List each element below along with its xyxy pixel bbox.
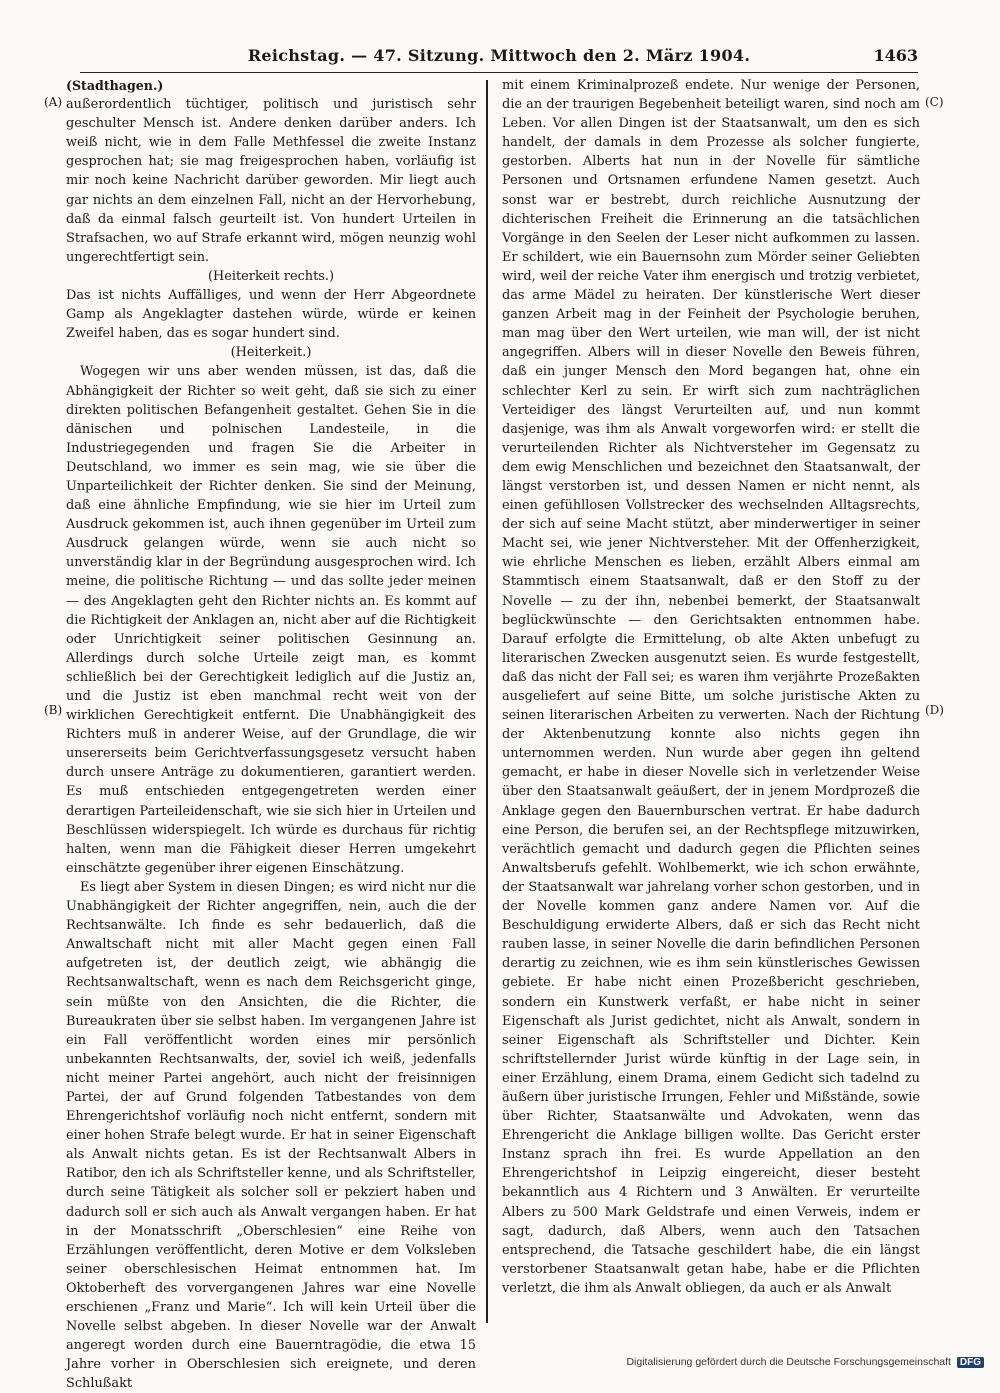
column-divider bbox=[486, 80, 488, 1323]
margin-letter-b: (B) bbox=[44, 703, 63, 717]
margin-letter-d: (D) bbox=[925, 703, 944, 717]
left-column bbox=[66, 76, 476, 1393]
margin-letter-c: (C) bbox=[925, 95, 944, 109]
speaker-name: (Stadthagen.) bbox=[66, 78, 164, 93]
running-title: Reichstag. — 47. Sitzung. Mittwoch den 2. März 1904. bbox=[247, 46, 751, 65]
page-header bbox=[80, 46, 918, 73]
margin-letter-a: (A) bbox=[44, 95, 63, 109]
right-column bbox=[502, 76, 920, 1298]
page-number: 1463 bbox=[873, 46, 918, 65]
funding-note: Digitalisierung gefördert durch die Deutsche Forschungsgemeinschaft bbox=[626, 1356, 951, 1368]
paragraph: außerordentlich tüchtiger, politisch und juristisch sehr geschulter Mensch ist. Andere denken darüber anders. Ich weiß nicht, wie in dem Falle Methfessel die zweite Instanz gesprochen hat; sie mag freigesprochen haben, vorläufig ist mir noch keine Nachricht darüber geworden. Mir liegt auch gar nichts an dem einzelnen Fall, nicht an der Hervorhebung, daß da einmal falsch geurteilt ist. Von hundert Urteilen in Strafsachen, wo auf Strafe erkannt wird, mögen neunzig wohl ungerechtfertigt sein. bbox=[66, 97, 476, 265]
paragraph: mit einem Kriminalprozeß endete. Nur wenige der Personen, die an der traurigen Begebenheit beteiligt waren, sind noch am Leben. Vor allen Dingen ist der Staatsanwalt, um den es sich handelt, der damals in dem Prozesse als solcher fungierte, gestorben. Alberts hat nun in der Novelle für sämtliche Personen und Ortsnamen erfundene Namen gesetzt. Auch sonst war er bestrebt, durch reichliche Ausnutzung der dichterischen Freiheit die Erinnerung an die tatsächlichen Vorgänge in den Seelen der Leser nicht aufkommen zu lassen. Er schildert, wie ein Bauernsohn zum Mörder seiner Geliebten wird, weil der reiche Vater ihm energisch und trotzig verbietet, das arme Mädel zu heiraten. Der künstlerische Wert dieser ganzen Arbeit mag in der Feinheit der Psychologie beruhen, man mag über den Wert urteilen, wie man will, der ist nicht angegriffen. Albers will in dieser Novelle den Beweis führen, daß ein junger Mensch den Mord begangen hat, ohne ein schlechter Kerl zu sein. Er wirft sich zum nachträglichen Verteidiger des längst Verurteilten auf, und nun kommt dasjenige, was ihm als Anwalt vorgeworfen wird: er stellt die verurteilenden Richter als Nichtversteher im Gegensatz zu dem ewig Menschlichen und bezeichnet den Staatsanwalt, der längst verstorben ist, und dessen Namen er nicht nennt, als einen gefühllosen Vollstrecker des wechselnden Alltagsrechts, der sich auf seine Macht stützt, aber minderwertiger in seiner Macht sei, wie jener Nichtversteher. Mit der Offenherzigkeit, wie ehrliche Menschen es lieben, erzählt Albers einmal am Stammtisch einem Staatsanwalt, daß er den Stoff zu der Novelle — zu der ihn, nebenbei bemerkt, der Staatsanwalt beglückwünschte — den Gerichtsakten entnommen habe. Darauf erfolgte die Ermittelung, ob alte Akten unbefugt zu literarischen Zwecken ausgenutzt seien. Es wurde festgestellt, daß das nicht der Fall sei; es waren ihm verjährte Prozeßakten ausgeliefert auf seine Bitte, um solche juristische Akten zu seinen literarischen Arbeiten zu verwerten. Nach der Richtung der Aktenbenutzung konnte also nichts gegen ihn unternommen werden. Nun wurde aber gegen ihn geltend gemacht, er habe in dieser Novelle sich in verletzender Weise über den Staatsanwalt geäußert, der in jenem Mordprozeß die Anklage gegen den Bauernburschen vertrat. Er habe dadurch eine Person, die berufen sei, an der Rechtspflege mitzuwirken, verächtlich gemacht und dadurch gegen die Pflichten seines Anwaltsberufs gefehlt. Wohlbemerkt, wie ich schon erwähnte, der Staatsanwalt war jahrelang vorher schon gestorben, und in der Novelle kommen ganz andere Namen vor. Auf die Beschuldigung erwiderte Albers, daß er sich das Recht nicht rauben lasse, in seiner Novelle die darin befindlichen Personen derartig zu zeichnen, wie es ihm sein künstlerisches Gewissen gebiete. Er habe nicht einen Prozeßbericht geschrieben, sondern ein Kunstwerk verfaßt, er habe nicht in seiner Eigenschaft als Jurist gedichtet, nicht als Anwalt, sondern in seiner Eigenschaft als Schriftsteller und Dichter. Kein schriftstellernder Jurist würde künftig in der Lage sein, in einer Erzählung, einem Drama, einem Gedicht sich tadelnd zu äußern über juristische Irrungen, Fehler und Mißstände, sowie über Richter, Staatsanwälte und Advokaten, wenn das Ehrengericht die Anklage billigen wollte. Das Gericht erster Instanz sprach ihn frei. Es wurde Appellation an den Ehrengerichtshof in Leipzig eingereicht, dieser besteht bekanntlich aus 4 Richtern und 3 Anwälten. Er verurteilte Albers zu 500 Mark Geldstrafe und einen Verweis, indem er sagt, dadurch, daß Albers, wenn auch den Tatsachen entsprechend, die Tatsache geschildert habe, die ein längst verstorbener Staatsanwalt getan habe, habe er die Pflichten verletzt, die ihm als Anwalt obliegen, da auch er als Anwalt bbox=[502, 78, 920, 1296]
paragraph: Wogegen wir uns aber wenden müssen, ist das, daß die Abhängigkeit der Richter so weit geht, daß sie sich zu einer direkten politischen Befangenheit gestaltet. Gehen Sie in die dänischen und polnischen Landesteile, in die Industriegegenden und fragen Sie die Arbeiter in Deutschland, wo immer es sein mag, wie sie über die Unparteilichkeit der Richter denken. Sie sind der Meinung, daß eine ähnliche Empfindung, wie sie hier im Urteil zum Ausdruck gekommen ist, auch ihnen gegenüber im Urteil zum Ausdruck gelangen würde, wenn sie auch nicht so unverständig klar in der Begründung ausgesprochen wird. Ich meine, die politische Richtung — und das sollte jeder meinen — des Angeklagten geht den Richter nichts an. Es kommt auf die Richtigkeit der Anklagen an, nicht aber auf die Richtigkeit oder Unrichtigkeit seiner politischen Gesinnung an. Allerdings durch solche Urteile zeigt man, es kommt schließlich bei der Gerechtigkeit lediglich auf die Justiz an, und die Justiz ist eben manchmal recht weit von der wirklichen Gerechtigkeit entfernt. Die Unabhängigkeit des Richters muß in anderer Weise, auf der Grundlage, die wir unsererseits beim Gerichtverfassungsgesetz versucht haben durch unsere Anträge zu dokumentieren, garantiert werden. Es muß entschieden entgegengetreten werden einer derartigen Parteileidenschaft, wie sie sich hier in Urteilen und Beschlüssen widerspiegelt. Ich würde es durchaus für richtig halten, wenn man die Fähigkeit dieser Herren umgekehrt einschätzte gegenüber ihrer eigenen Einschätzung. bbox=[66, 364, 476, 876]
paragraph: Das ist nichts Auffälliges, und wenn der Herr Abgeordnete Gamp als Angeklagter dastehen würde, würde er keinen Zweifel haben, das es sogar hundert sind. bbox=[66, 288, 476, 342]
paragraph: Es liegt aber System in diesen Dingen; es wird nicht nur die Unabhängigkeit der Richter angegriffen, nein, auch die der Rechtsanwälte. Ich finde es sehr bedauerlich, daß die Anwaltschaft nicht mit aller Macht gegen einen Fall aufgetreten ist, der deutlich zeigt, wie abhängig die Rechtsanwaltschaft, wenn es nach dem Reichsgericht ginge, sein müßte von den Ansichten, die die Richter, die Bureaukraten über sie selbst haben. Im vergangenen Jahre ist ein Fall veröffentlicht worden eines mir persönlich unbekannten Rechtsanwalts, der, soviel ich weiß, jedenfalls nicht meiner Partei angehört, auch nicht der freisinnigen Partei, der auf Grund folgenden Tatbestandes von dem Ehrengerichtshof vorläufig noch nicht entfernt, sondern mit einer hohen Strafe belegt wurde. Er hat in seiner Eigenschaft als Anwalt nichts getan. Es ist der Rechtsanwalt Albers in Ratibor, den ich als Schriftsteller kenne, und als Schriftsteller, durch seine Tätigkeit als solcher soll er pekziert haben und dadurch soll er sich auch als Anwalt vergangen haben. Er hat in der Monatsschrift „Oberschlesien“ eine Reihe von Erzählungen veröffentlicht, deren Motive er dem Volksleben seiner oberschlesischen Heimat entnommen hat. Im Oktoberheft des vorvergangenen Jahres war eine Novelle erschienen „Franz und Marie“. Ich will kein Urteil über die Novelle selbst abgeben. In dieser Novelle war der Anwalt angeregt worden durch eine Bauerntragödie, die etwa 15 Jahre vorher in Oberschlesien sich ereignete, und deren Schlußakt bbox=[66, 879, 476, 1392]
dfg-logo: DFG bbox=[957, 1357, 984, 1368]
interjection: (Heiterkeit.) bbox=[230, 345, 312, 361]
interjection: (Heiterkeit rechts.) bbox=[207, 268, 335, 284]
footer bbox=[626, 1356, 984, 1368]
